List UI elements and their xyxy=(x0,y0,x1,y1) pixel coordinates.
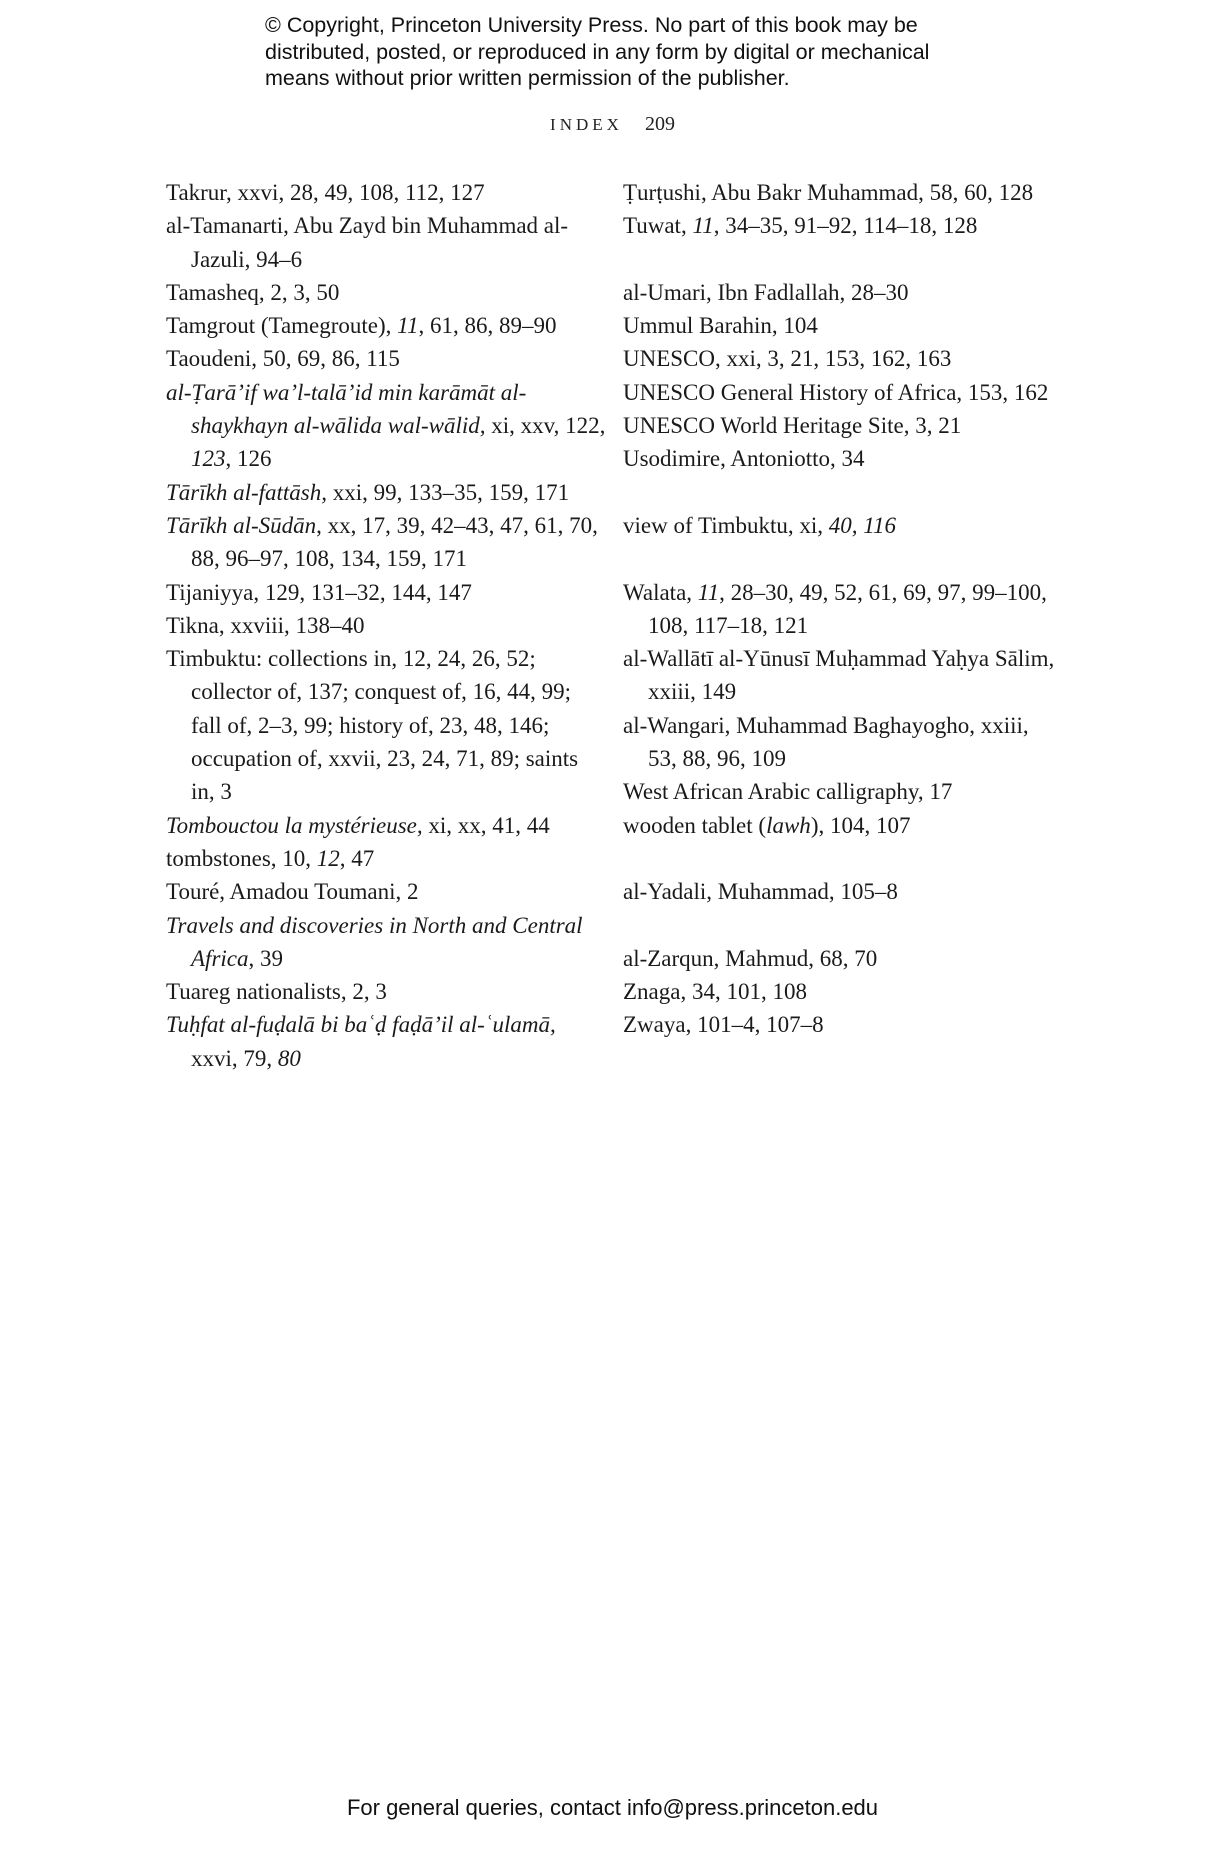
copyright-notice xyxy=(265,12,1025,92)
index-entry-text: Tuwat, xyxy=(623,213,693,239)
index-entry-text: 123 xyxy=(191,446,226,472)
index-entry-text: Touré, Amadou Toumani, 2 xyxy=(166,879,419,905)
index-entry-text: 40, 116 xyxy=(828,512,897,538)
copyright-line: distributed, posted, or reproduced in any form by digital or mechanical xyxy=(265,39,930,64)
letter-group-gap xyxy=(623,842,1063,875)
index-entry xyxy=(623,975,1063,1008)
index-entry xyxy=(623,509,1063,542)
index-entry xyxy=(623,809,1063,842)
index-entry-text: 12 xyxy=(316,845,340,871)
index-entry xyxy=(623,342,1063,375)
index-entry-text: Tombouctou la mystérieuse, xyxy=(166,812,423,838)
index-entry xyxy=(166,1008,606,1075)
index-entry-text: UNESCO, xxi, 3, 21, 153, 162, 163 xyxy=(623,346,952,372)
index-entry-text: ), 104, 107 xyxy=(810,812,911,838)
index-entry-text: Zwaya, 101–4, 107–8 xyxy=(623,1012,824,1038)
index-entry-text: , 47 xyxy=(339,845,375,871)
index-entry xyxy=(623,576,1063,643)
index-entry xyxy=(623,942,1063,975)
index-entry-text: , 34–35, 91–92, 114–18, 128 xyxy=(713,213,978,239)
index-entry xyxy=(623,209,1063,242)
index-entry-text: Travels and discoveries in North and Central Africa xyxy=(166,912,583,971)
index-entry-text: Ṭurṭushi, Abu Bakr Muhammad, 58, 60, 128 xyxy=(623,180,1034,205)
index-entry-text: tombstones, 10, xyxy=(166,845,317,871)
index-entry-text: Tuḥfat al-fuḍalā bi baʿḍ faḍā’il al-ʿulamā, xyxy=(166,1012,556,1038)
index-entry-text: wooden tablet ( xyxy=(623,812,767,838)
index-entry-text: West African Arabic calligraphy, 17 xyxy=(623,779,953,805)
index-entry xyxy=(623,775,1063,808)
index-entry-text: al-Tamanarti, Abu Zayd bin Muhammad al-Jazuli, 94–6 xyxy=(166,213,569,272)
index-entry-text: al-Zarqun, Mahmud, 68, 70 xyxy=(623,945,878,971)
index-entry xyxy=(623,1008,1063,1041)
index-entry xyxy=(623,176,1063,209)
index-entry-text: , 126 xyxy=(225,446,272,472)
index-entry-text: Taoudeni, 50, 69, 86, 115 xyxy=(166,346,400,372)
index-entry-text: Tijaniyya, 129, 131–32, 144, 147 xyxy=(166,579,472,605)
index-entry-text: lawh xyxy=(766,812,811,838)
index-entry-text: Znaga, 34, 101, 108 xyxy=(623,979,807,1005)
index-entry xyxy=(166,342,606,375)
index-entry-text: al-Wangari, Muhammad Baghayogho, xxiii, 53, 88, 96, 109 xyxy=(623,712,1029,772)
index-column-left xyxy=(166,176,606,1075)
running-head-label: INDEX xyxy=(550,115,623,134)
index-entry-text: Takrur, xxvi, 28, 49, 108, 112, 127 xyxy=(166,180,485,205)
index-entry-text: Tamasheq, 2, 3, 50 xyxy=(166,279,340,305)
index-entry xyxy=(166,309,606,342)
index-entry-text: al-Ṭarā’if wa’l-talā’id min karāmāt al-shaykhayn al-wālida wal-wālid, xyxy=(166,379,527,439)
index-entry-text: , 39 xyxy=(248,945,283,971)
index-entry xyxy=(623,642,1063,709)
index-entry-text: xxvi, 79, xyxy=(191,1045,278,1071)
index-entry-text: xxi, 99, 133–35, 159, 171 xyxy=(327,479,570,505)
page-number: 209 xyxy=(644,113,675,135)
index-entry xyxy=(166,176,606,209)
index-entry-text: al-Umari, Ibn Fadlallah, 28–30 xyxy=(623,279,909,305)
index-entry-text: Tārīkh al-fattāsh, xyxy=(166,479,328,505)
copyright-line: © Copyright, Princeton University Press. No part of this book may be xyxy=(265,13,918,37)
index-entry xyxy=(166,476,606,509)
index-entry-text: , 61, 86, 89–90 xyxy=(418,313,557,339)
index-entry xyxy=(166,642,606,808)
index-entry-text: , xx, 17, 39, 42–43, 47, 61, 70, 88, 96–97, 108, 134, 159, 171 xyxy=(191,512,598,572)
index-entry-text: Tuareg nationalists, 2, 3 xyxy=(166,979,387,1005)
index-entry-text: xi, xxv, 122, xyxy=(485,413,606,439)
index-column-right xyxy=(623,176,1063,1042)
index-entry xyxy=(623,875,1063,908)
index-entry-text: view of Timbuktu, xi, xyxy=(623,512,829,538)
letter-group-gap xyxy=(623,909,1063,942)
index-entry xyxy=(623,442,1063,475)
index-entry xyxy=(623,709,1063,776)
index-entry xyxy=(166,909,606,976)
index-entry xyxy=(166,276,606,309)
index-entry-text: Tamgrout (Tamegroute), xyxy=(166,313,398,339)
index-entry-text: xi, xx, 41, 44 xyxy=(422,812,550,838)
running-head xyxy=(0,113,1225,136)
letter-group-gap xyxy=(623,542,1063,575)
index-entry-text: Usodimire, Antoniotto, 34 xyxy=(623,446,865,472)
index-entry xyxy=(623,309,1063,342)
index-entry-text: 11 xyxy=(692,213,714,239)
index-entry-text: al-Yadali, Muhammad, 105–8 xyxy=(623,879,898,905)
index-entry xyxy=(166,842,606,875)
index-entry-text: Ummul Barahin, 104 xyxy=(623,313,818,339)
index-entry xyxy=(166,209,606,276)
index-entry xyxy=(166,609,606,642)
index-entry-text: 80 xyxy=(277,1045,301,1071)
index-entry xyxy=(166,975,606,1008)
index-entry xyxy=(166,376,606,476)
index-entry xyxy=(623,409,1063,442)
index-entry-text: Timbuktu: collections in, 12, 24, 26, 52; collector of, 137; conquest of, 16, 44, 99; fall of, 2–3, 99; history of, 23, 48, 146; occupation of, xxvii, 23, 24, 71, 89; saints in, 3 xyxy=(166,646,579,805)
footer-contact: For general queries, contact info@press.princeton.edu xyxy=(346,1795,879,1820)
index-entry xyxy=(166,509,606,576)
index-entry-text: UNESCO General History of Africa, 153, 162 xyxy=(623,379,1049,405)
index-entry xyxy=(166,809,606,842)
copyright-line: means without prior written permission of the publisher. xyxy=(265,66,790,90)
index-entry-text: al-Wallātī al-Yūnusī Muḥammad Yaḥya Sālim, xxiii, 149 xyxy=(623,646,1055,705)
index-entry xyxy=(623,376,1063,409)
index-entry-text: 11 xyxy=(397,313,419,339)
index-entry-text: Tārīkh al-Sūdān xyxy=(166,512,317,538)
index-entry xyxy=(166,875,606,908)
index-entry-text: UNESCO World Heritage Site, 3, 21 xyxy=(623,413,962,439)
index-entry-text: , 28–30, 49, 52, 61, 69, 97, 99–100, 108, 117–18, 121 xyxy=(648,579,1047,638)
index-entry-text: Tikna, xxviii, 138–40 xyxy=(166,612,365,638)
index-entry xyxy=(166,576,606,609)
index-entry xyxy=(623,276,1063,309)
index-entry-text: Walata, xyxy=(623,579,698,605)
letter-group-gap xyxy=(623,243,1063,276)
index-entry-text: 11 xyxy=(697,579,720,605)
letter-group-gap xyxy=(623,476,1063,509)
